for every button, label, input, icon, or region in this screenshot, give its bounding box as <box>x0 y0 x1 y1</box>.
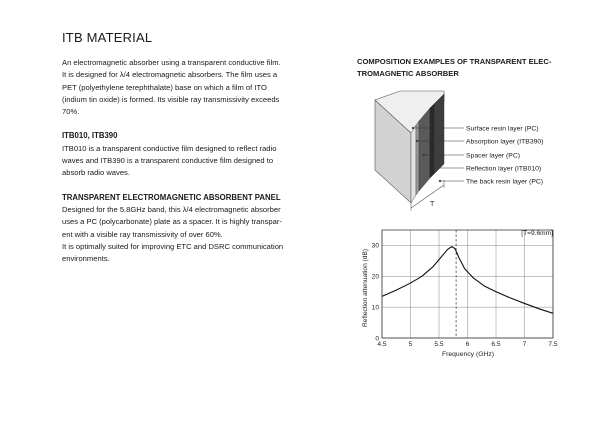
leader-dot-reflection <box>431 167 433 169</box>
chart-y-tick-label: 20 <box>371 273 379 281</box>
chart-x-tick-label: 6.5 <box>491 341 501 348</box>
itb-line: ITB010 is a transparent conductive film designed to reflect radio <box>62 143 277 153</box>
chart-x-axis-label: Frequency (GHz) <box>441 351 495 358</box>
composition-heading-line: TROMAGNETIC ABSORBER <box>357 69 459 79</box>
thickness-label: T <box>430 201 435 208</box>
chart-y-tick-label: 30 <box>371 242 379 250</box>
layer-label-reflection: Reflection layer (ITB010) <box>466 165 542 173</box>
chart-x-tick-label: 7.5 <box>548 341 558 348</box>
chart-y-axis-label: Reflection attenuation (dB) <box>362 248 369 328</box>
composition-heading-line: COMPOSITION EXAMPLES OF TRANSPARENT ELEC- <box>357 57 552 66</box>
layer-back-strip <box>434 94 444 174</box>
layer-surface-strip <box>411 125 416 203</box>
left-column <box>62 57 324 265</box>
panel-line: uses a PC (polycarbonate) plate as a spacer. It is highly transpar- <box>62 217 282 227</box>
layer-label-absorption: Absorption layer (ITB390) <box>466 138 544 146</box>
panel-line: It is optimally suited for improving ETC and DSRC communication <box>62 241 284 251</box>
layer-absorption-strip <box>416 121 419 195</box>
intro-line: 70%. <box>62 107 80 117</box>
chart-x-tick-label: 5.5 <box>434 341 444 348</box>
itb-line: absorb radio waves. <box>62 168 130 178</box>
panel-line: Designed for the 5.8GHz band, this λ/4 electromagnetic absorber <box>62 204 281 214</box>
chart-annotation: [T=9.6mm] <box>521 230 553 237</box>
layer-diagram <box>360 88 600 213</box>
layer-label-spacer: Spacer layer (PC) <box>466 152 521 160</box>
intro-line: (indium tin oxide) is formed. Its visible ray transmissivity exceeds <box>62 94 280 104</box>
layer-spacer-strip <box>419 108 430 191</box>
layer-label-back: The back resin layer (PC) <box>466 178 544 186</box>
chart-y-tick-label: 0 <box>375 335 379 343</box>
panel-line: environments. <box>62 254 110 264</box>
leader-dot-back <box>439 180 441 182</box>
composition-heading <box>357 56 592 81</box>
intro-line: PET (polyethylene terephthalate) base on which a film of ITO <box>62 82 267 92</box>
layer-label-surface: Surface resin layer (PC) <box>466 125 539 133</box>
leader-dot-absorption <box>416 140 418 142</box>
chart-y-tick-label: 10 <box>371 304 379 312</box>
chart-tick-labels <box>372 243 558 348</box>
panel-heading: TRANSPARENT ELECTROMAGNETIC ABSORBENT PANEL <box>62 192 281 202</box>
leader-dot-spacer <box>423 154 425 156</box>
reflection-attenuation-chart <box>357 222 567 362</box>
itb-heading: ITB010, ITB390 <box>62 131 118 141</box>
intro-line: It is designed for λ/4 electromagnetic absorbers. The film uses a <box>62 70 278 80</box>
page-title: ITB MATERIAL <box>62 30 153 45</box>
chart-x-tick-label: 5 <box>408 341 413 348</box>
chart-x-tick-label: 7 <box>522 341 527 348</box>
leader-dot-surface <box>412 127 414 129</box>
panel-line: ent with a visible ray transmissivity of over 60%. <box>62 229 223 239</box>
intro-line: An electromagnetic absorber using a transparent conductive film. <box>62 58 281 67</box>
itb-line: waves and ITB390 is a transparent conductive film designed to <box>62 156 274 166</box>
chart-x-tick-label: 6 <box>465 341 470 348</box>
chart-x-tick-label: 4.5 <box>377 341 387 348</box>
